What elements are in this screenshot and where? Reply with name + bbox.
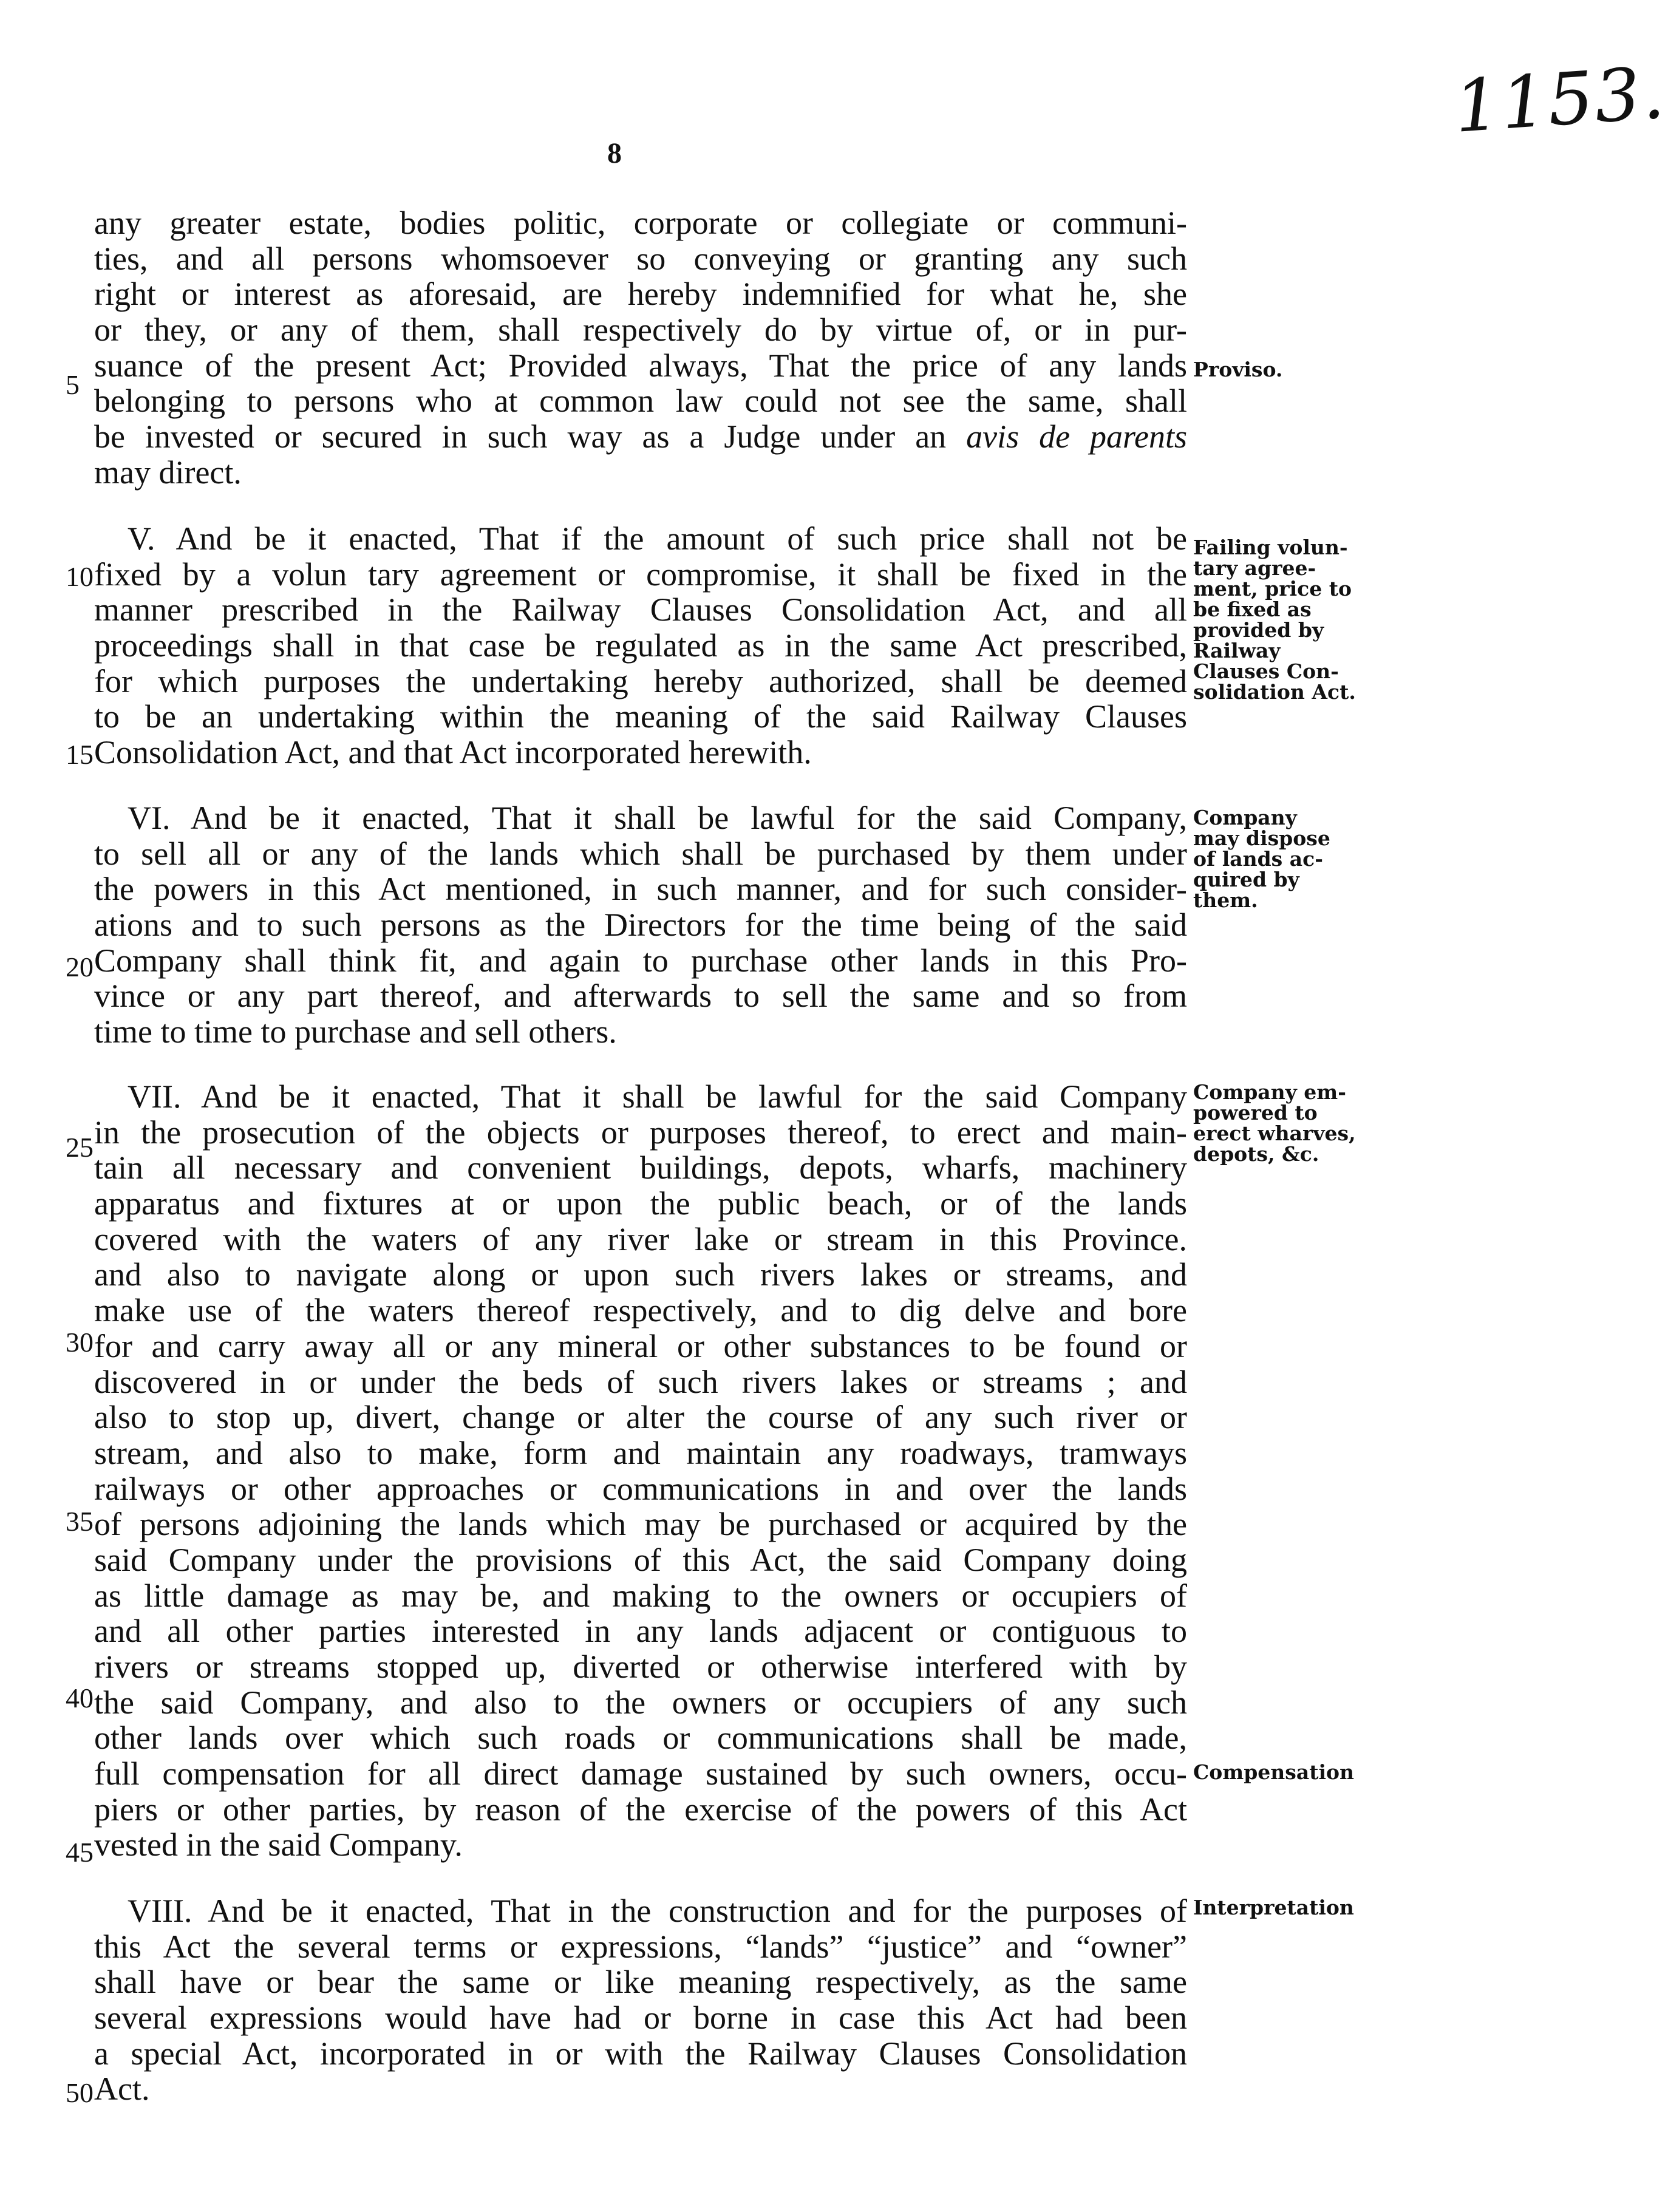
marginal-note-line: Failing volun- [1193, 536, 1348, 559]
marginal-note-line: them. [1193, 888, 1258, 912]
text-line: several expressions would have had or borne in case this Act had been [94, 1999, 1187, 2037]
paragraph [94, 521, 1187, 771]
marginal-note-line: Proviso. [1193, 358, 1283, 381]
marginal-note-line: be fixed as [1193, 597, 1312, 621]
text-line: stream, and also to make, form and maintain any roadways, tramways [94, 1434, 1187, 1471]
text-line: fixed by a volun tary agreement or compromise, it shall be fixed in the [94, 556, 1187, 593]
text-line: VII. And be it enacted, That it shall be lawful for the said Company [128, 1078, 1187, 1115]
line-number: 45 [66, 1837, 94, 1868]
line-number: 15 [66, 739, 94, 770]
text-line: in the prosecution of the objects or purposes thereof, to erect and main- [94, 1114, 1187, 1151]
text-line: apparatus and fixtures at or upon the public beach, or of the lands [94, 1185, 1187, 1222]
text-line: piers or other parties, by reason of the exercise of the powers of this Act [94, 1791, 1187, 1828]
marginal-note-line: solidation Act. [1193, 680, 1356, 704]
marginal-note-line: provided by [1193, 618, 1324, 642]
paragraph [94, 1079, 1187, 1863]
text-line: other lands over which such roads or communications shall be made, [94, 1720, 1187, 1757]
text-line: shall have or bear the same or like meaning respectively, as the same [94, 1964, 1187, 2001]
marginal-note-line: ment, price to [1193, 577, 1352, 601]
line-number: 30 [66, 1327, 94, 1358]
marginal-note-line: powered to [1193, 1101, 1318, 1125]
text-line: railways or other approaches or communications in and over the lands [94, 1470, 1187, 1507]
text-line: Act. [94, 2071, 150, 2108]
text-line: said Company under the provisions of this Act, the said Company doing [94, 1541, 1187, 1578]
line-number: 40 [66, 1683, 94, 1713]
text-line: vince or any part thereof, and afterwards to sell the same and so from [94, 978, 1187, 1015]
text-line: full compensation for all direct damage sustained by such owners, occu- [94, 1755, 1187, 1792]
text-line: or they, or any of them, shall respectively do by virtue of, or in pur- [94, 311, 1187, 349]
text-line: time to time to purchase and sell others. [94, 1013, 617, 1050]
text-line: ties, and all persons whomsoever so conveying or granting any such [94, 240, 1187, 277]
text-line: the powers in this Act mentioned, in such manner, and for such consider- [94, 871, 1187, 908]
text-line: and all other parties interested in any lands adjacent or contiguous to [94, 1613, 1187, 1650]
text-line: VIII. And be it enacted, That in the construction and for the purposes of [128, 1893, 1187, 1929]
marginal-note-line: Railway [1193, 639, 1281, 662]
marginal-note-line: depots, &c. [1193, 1142, 1319, 1166]
marginal-note-line: erect wharves, [1193, 1121, 1356, 1145]
text-line: for which purposes the undertaking hereby authorized, shall be deemed [94, 662, 1187, 699]
marginal-note-line: Company [1193, 806, 1297, 829]
marginal-note [1193, 1897, 1375, 1918]
text-line: ations and to such persons as the Directors for the time being of the said [94, 907, 1187, 944]
text-line: proceedings shall in that case be regulated as in the same Act prescribed, [94, 627, 1187, 664]
line-number: 35 [66, 1506, 94, 1537]
paragraph [94, 1893, 1187, 2107]
text-line: may direct. [94, 454, 242, 491]
text-line: and also to navigate along or upon such rivers lakes or streams, and [94, 1256, 1187, 1293]
text-line: discovered in or under the beds of such rivers lakes or streams ; and [94, 1363, 1187, 1400]
marginal-note-line: Interpretation [1193, 1896, 1354, 1919]
text-line: covered with the waters of any river lake or stream in this Province. [94, 1220, 1187, 1257]
text-line: Consolidation Act, and that Act incorporated herewith. [94, 734, 812, 771]
line-number: 10 [66, 561, 94, 592]
marginal-note [1193, 537, 1375, 703]
text-line: to be an undertaking within the meaning of the said Railway Clauses [94, 698, 1187, 735]
marginal-note [1193, 808, 1375, 911]
marginal-note-line: Company em- [1193, 1080, 1346, 1104]
line-number: 25 [66, 1132, 94, 1163]
text-line: belonging to persons who at common law could not see the same, shall [94, 383, 1187, 420]
marginal-note-line: tary agree- [1193, 556, 1316, 580]
text-line: any greater estate, bodies politic, corporate or collegiate or communi- [94, 205, 1187, 241]
marginal-note [1193, 359, 1375, 380]
text-line: right or interest as aforesaid, are hereby indemnified for what he, she [94, 276, 1187, 313]
text-line: rivers or streams stopped up, diverted or otherwise interfered with by [94, 1649, 1187, 1685]
text-line: be invested or secured in such way as a Judge under an avis de parents [94, 418, 1188, 455]
text-line: for and carry away all or any mineral or other substances to be found or [94, 1327, 1187, 1364]
text-line: suance of the present Act; Provided always, That the price of any lands [94, 347, 1187, 384]
marginal-note [1193, 1082, 1375, 1165]
line-number: 5 [66, 369, 80, 400]
text-line: of persons adjoining the lands which may be purchased or acquired by the [94, 1506, 1187, 1543]
page-number: 8 [607, 137, 622, 169]
text-line: tain all necessary and convenient buildings, depots, wharfs, machinery [94, 1149, 1187, 1186]
text-line: make use of the waters thereof respectively, and to dig delve and bore [94, 1292, 1187, 1329]
paragraph [94, 205, 1187, 491]
text-line: manner prescribed in the Railway Clauses Consolidation Act, and all [94, 591, 1187, 628]
text-line: Company shall think fit, and again to purchase other lands in this Pro- [94, 942, 1187, 979]
line-number: 20 [66, 951, 94, 982]
text-line: the said Company, and also to the owners or occupiers of any such [94, 1684, 1187, 1721]
text-line: to sell all or any of the lands which shall be purchased by them under [94, 835, 1187, 872]
text-line: vested in the said Company. [94, 1826, 463, 1863]
text-line: a special Act, incorporated in or with the Railway Clauses Consolidation [94, 2035, 1187, 2072]
marginal-note-line: Compensation [1193, 1760, 1354, 1784]
text-line: also to stop up, divert, change or alter the course of any such river or [94, 1399, 1187, 1436]
text-line: this Act the several terms or expressions, “lands” “justice” and “owner” [94, 1928, 1187, 1965]
marginal-note-line: quired by [1193, 868, 1299, 891]
line-number: 50 [66, 2077, 94, 2108]
text-line: V. And be it enacted, That if the amount of such price shall not be [128, 520, 1187, 557]
handwritten-folio-number: 1153. [1451, 50, 1668, 149]
paragraph [94, 800, 1187, 1050]
marginal-note [1193, 1762, 1375, 1783]
text-line: as little damage as may be, and making to the owners or occupiers of [94, 1577, 1187, 1614]
marginal-note-line: may dispose [1193, 826, 1330, 850]
marginal-note-line: of lands ac- [1193, 847, 1323, 871]
text-line: VI. And be it enacted, That it shall be lawful for the said Company, [128, 800, 1187, 836]
marginal-note-line: Clauses Con- [1193, 659, 1339, 683]
